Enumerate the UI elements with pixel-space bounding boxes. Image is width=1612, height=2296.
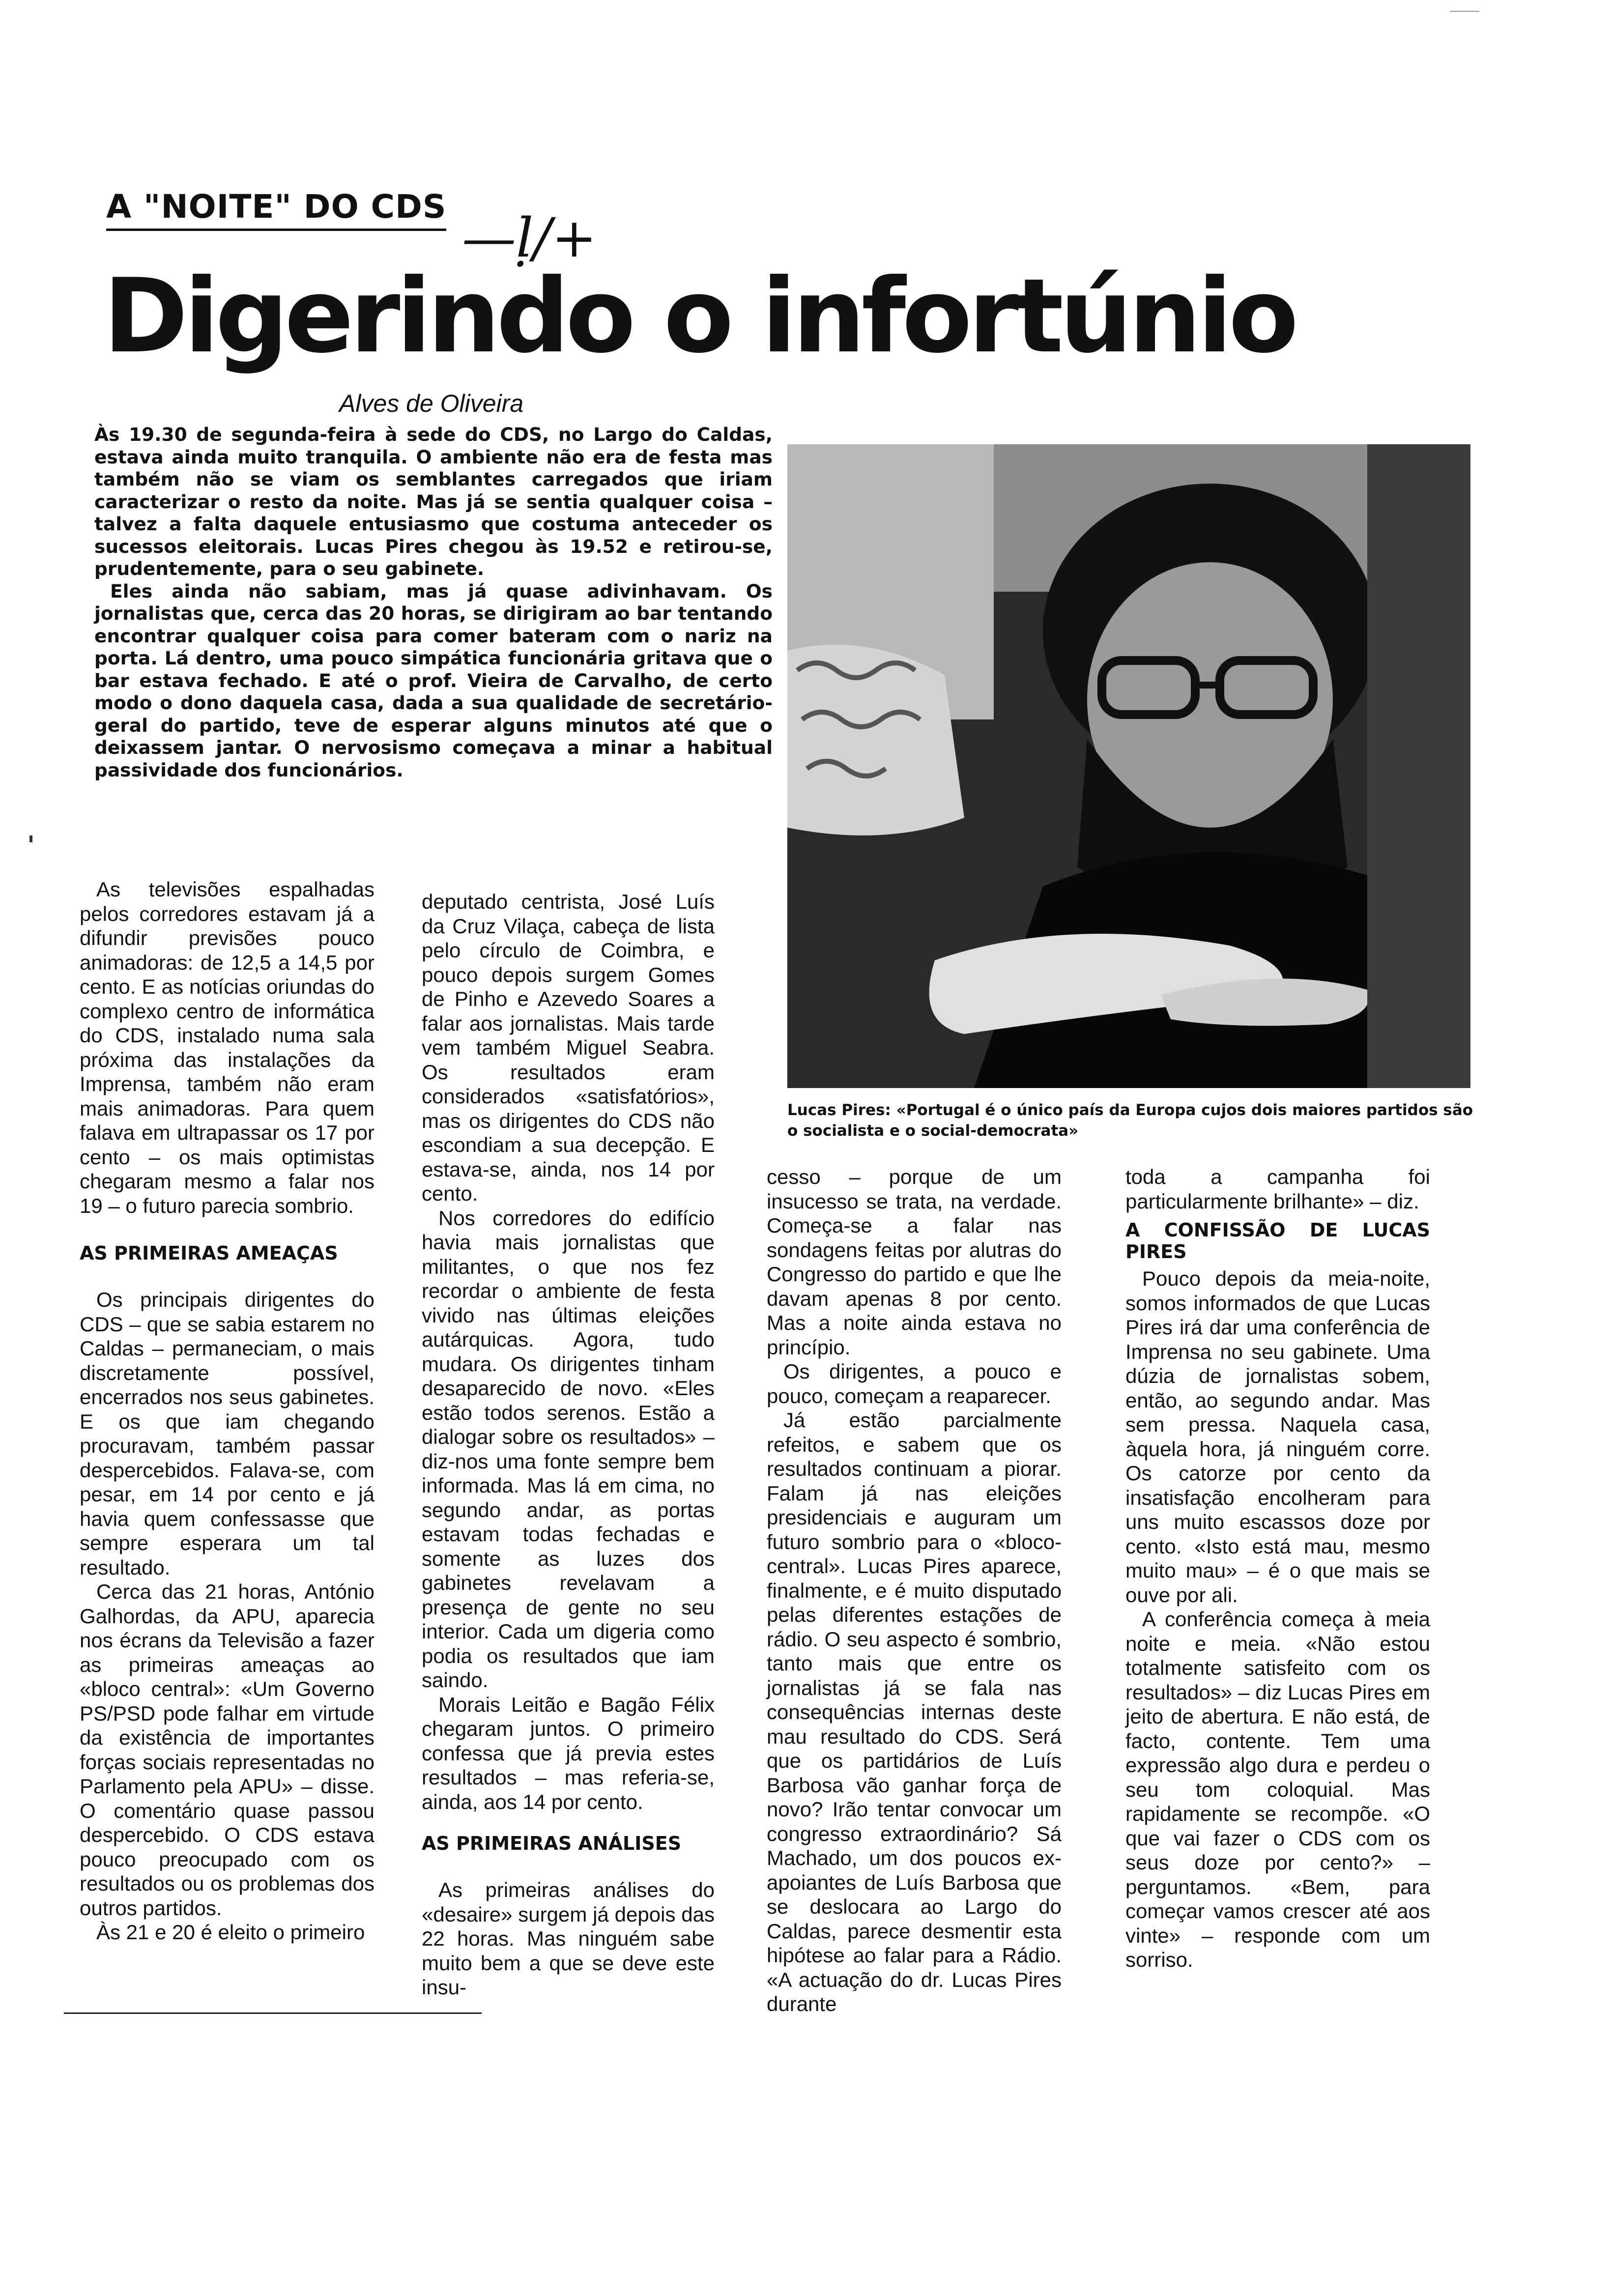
lead-paragraph: Eles ainda não sabiam, mas já quase adivinhavam. Os jornalistas que, cerca das 20 horas, se dirigiram ao bar tentando encontrar qualquer coisa para comer bateram com o nariz na porta. Lá dentro, uma pouco simpática funcionária gritava que o bar estava fechado. E até o prof. Vieira de Carvalho, de certo modo o dono daquela casa, dada a sua qualidade de secretário-geral do partido, teve de esperar alguns minutos até que o deixassem jantar. O nervosismo começava a minar a habitual passividade dos funcionários. xyxy=(94,580,773,781)
subheading: AS PRIMEIRAS AMEAÇAS xyxy=(80,1242,338,1264)
body-paragraph: Já estão parcialmente refeitos, e sabem que os resultados continuam a piorar. Falam já nas eleições presidenciais e auguram um futuro sombrio para o «bloco-central». Lucas Pires aparece, finalmente, e é muito disputado pelas diferentes estações de rádio. O seu aspecto é sombrio, tanto mais que entre os jornalistas já se fala nas consequências internas deste mau resultado do CDS. Será que os partidários de Luís Barbosa vão ganhar força de novo? Irão tentar convocar um congresso extraordinário? Sá Machado, um dos poucos ex-apoiantes de Luís Barbosa que se deslocara ao Largo do Caldas, parece desmentir esta hipótese ao falar para a Rádio. «A actuação do dr. Lucas Pires durante xyxy=(767,1408,1062,2015)
headline: Digerindo o infortúnio xyxy=(103,257,1295,376)
body-paragraph: Às 21 e 20 é eleito o primeiro xyxy=(96,1921,365,1944)
photo-caption: Lucas Pires: «Portugal é o único país da Europa cujos dois maiores partidos são o socialista e o social-democrata» xyxy=(787,1101,1473,1140)
body-paragraph: Os principais dirigentes do CDS – que se sabia estarem no Caldas – permaneciam, o mais discretamente possível, encerrados nos seus gabinetes. E os que iam chegando procuravam, também passar despercebidos. Falava-se, com pesar, em 14 por cento e já havia quem confessasse que sempre esperara um tal resultado. xyxy=(80,1288,374,1579)
portrait-photo xyxy=(787,444,1470,1088)
body-paragraph: Nos corredores do edifício havia mais jornalistas que militantes, o que nos fez recordar o ambiente de festa vivido nas últimas eleições autárquicas. Agora, tudo mudara. Os dirigentes tinham desaparecido de novo. «Eles estão todos serenos. Estão a dialogar sobre os resultados» – diz-nos uma fonte sempre bem informada. Mas lá em cima, no segundo andar, as portas estavam todas fechadas e somente as luzes dos gabinetes revelavam a presença de gente no seu interior. Cada um digeria como podia os resultados que iam saindo. xyxy=(422,1206,715,1692)
lead-paragraph: Às 19.30 de segunda-feira à sede do CDS, no Largo do Caldas, estava ainda muito tranquila. O ambiente não era de festa mas também não se viam os semblantes carregados que iriam caracterizar o resto da noite. Mas já se sentia qualquer coisa – talvez a falta daquele entusiasmo que costuma anteceder os sucessos eleitorais. Lucas Pires chegou às 19.52 e retirou-se, prudentemente, para o seu gabinete. xyxy=(94,424,773,579)
lead-paragraphs xyxy=(94,424,773,781)
body-paragraph: Morais Leitão e Bagão Félix chegaram juntos. O primeiro confessa que já previa estes resultados – mas referia-se, ainda, aos 14 por cento. xyxy=(422,1693,715,1813)
body-paragraph: cesso – porque de um insucesso se trata, na verdade. Começa-se a falar nas sondagens feitas por alutras do Congresso do partido e que lhe davam apenas 8 por cento. Mas a noite ainda estava no princípio. xyxy=(767,1165,1062,1359)
subheading: AS PRIMEIRAS ANÁLISES xyxy=(422,1833,682,1854)
body-paragraph: As televisões espalhadas pelos corredores estavam já a difundir previsões pouco animadoras: de 12,5 a 14,5 por cento. E as notícias oriundas do complexo centro de informática do CDS, instalado numa sala próxima das instalações da Imprensa, também não eram mais animadoras. Para quem falava em ultrapassar os 17 por cento – os mais optimistas chegaram mesmo a falar nos 19 – o futuro parecia sombrio. xyxy=(80,878,374,1217)
body-paragraph: Os dirigentes, a pouco e pouco, começam a reaparecer. xyxy=(767,1360,1062,1407)
body-paragraph: Pouco depois da meia-noite, somos informados de que Lucas Pires irá dar uma conferência de Imprensa no seu gabinete. Uma dúzia de jornalistas sobem, então, ao segundo andar. Mas sem pressa. Naquela casa, àquela hora, já ninguém corre. Os catorze por cento da insatisfação encolheram para uns muito escassos doze por cento. «Isto está mau, mesmo muito mau» – é o que mais se ouve por ali. xyxy=(1125,1267,1430,1607)
byline: Alves de Oliveira xyxy=(339,390,524,417)
scan-mark xyxy=(1450,11,1479,12)
body-paragraph: deputado centrista, José Luís da Cruz Vilaça, cabeça de lista pelo círculo de Coimbra, e pouco depois surgem Gomes de Pinho e Azevedo Soares a falar aos jornalistas. Mais tarde vem também Miguel Seabra. Os resultados eram considerados «satisfatórios», mas os dirigentes do CDS não escondiam a sua decepção. E estava-se, ainda, nos 14 por cento. xyxy=(422,890,715,1205)
portrait-photo-drawing xyxy=(787,444,1470,1088)
column-2 xyxy=(422,890,715,2000)
column-3 xyxy=(767,1165,1062,2016)
body-paragraph: A conferência começa à meia noite e meia. «Não estou totalmente satisfeito com os resultados» – diz Lucas Pires em jeito de abertura. E não está, de facto, contente. Tem uma expressão algo dura e perdeu o seu tom coloquial. Mas rapidamente se recompõe. «O que vai fazer o CDS com os seus doze por cento?» – perguntamos. «Bem, para começar vamos crescer até aos vinte» – responde com um sorriso. xyxy=(1125,1607,1430,1971)
body-paragraph: As primeiras análises do «desaire» surgem já depois das 22 horas. Mas ninguém sabe muito bem a que se deve este insu- xyxy=(422,1878,715,1999)
scan-speck xyxy=(29,835,32,842)
section-kicker: A "NOITE" DO CDS xyxy=(106,188,446,231)
column-4 xyxy=(1125,1165,1430,1972)
body-paragraph: Cerca das 21 horas, António Galhordas, da APU, aparecia nos écrans da Televisão a fazer as primeiras ameaças ao «bloco central»: «Um Governo PS/PSD pode falhar em virtude da existência de importantes forças sociais representadas no Parlamento pela APU» – disse. O comentário quase passou despercebido. O CDS estava pouco preocupado com os resultados ou os problemas dos outros partidos. xyxy=(80,1580,374,1920)
subheading: A CONFISSÃO DE LUCAS PIRES xyxy=(1125,1219,1430,1263)
column-1 xyxy=(80,877,374,1945)
body-paragraph: toda a campanha foi particularmente brilhante» – diz. xyxy=(1125,1165,1430,1213)
handwritten-note: —ḷ/+ xyxy=(462,206,597,269)
bottom-rule xyxy=(64,2012,482,2014)
